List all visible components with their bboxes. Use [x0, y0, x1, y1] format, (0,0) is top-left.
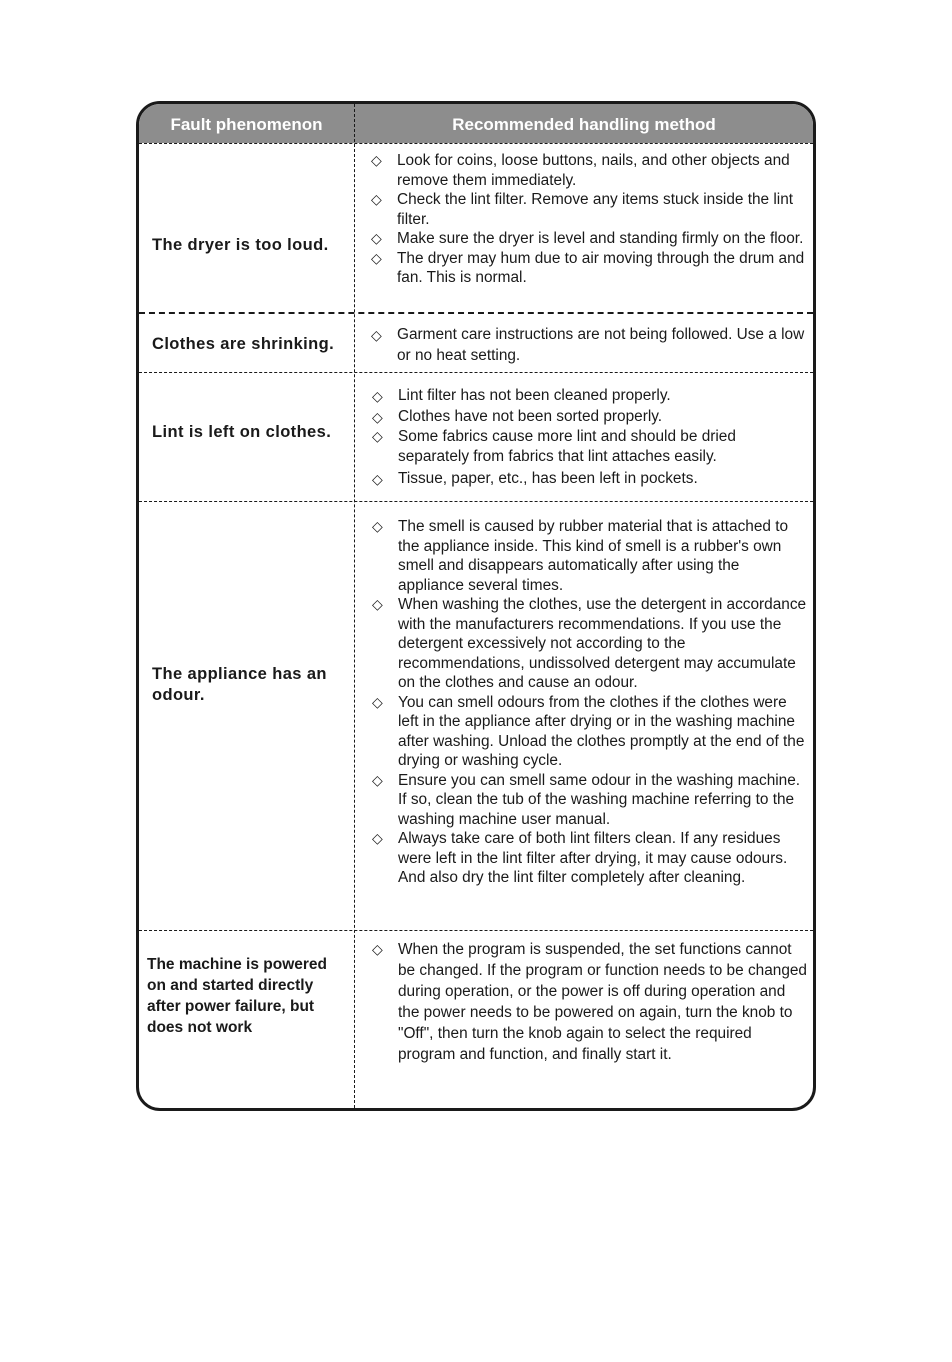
diamond-bullet-icon: ◇ — [372, 596, 383, 612]
row-divider — [139, 501, 813, 502]
method-list-shrinking — [371, 325, 807, 366]
column-divider — [354, 104, 355, 1108]
fault-text-power-failure: The machine is powered on and started directly after power failure, but does not work — [147, 956, 328, 1036]
method-list-lint — [372, 386, 807, 490]
fault-text-shrinking: Clothes are shrinking. — [152, 335, 335, 353]
diamond-bullet-icon: ◇ — [372, 941, 383, 957]
list-item: ◇ Clothes have not been sorted properly. — [372, 407, 807, 428]
list-item: ◇ Check the lint filter. Remove any items stuck inside the lint filter. — [371, 191, 794, 228]
list-item: ◇ The smell is caused by rubber material that is attached to the appliance inside. This kind of smell is a rubber's own smell and disappears automatically after using the appliance several times. — [372, 518, 789, 594]
table-header — [139, 104, 813, 143]
row-divider — [139, 930, 813, 931]
diamond-bullet-icon: ◇ — [371, 191, 382, 207]
diamond-bullet-icon: ◇ — [371, 230, 382, 246]
fault-column-header: Fault phenomenon — [170, 115, 323, 134]
diamond-bullet-icon: ◇ — [371, 249, 382, 266]
list-item: ◇ Lint filter has not been cleaned properly. — [372, 386, 807, 407]
list-item: ◇ You can smell odours from the clothes if the clothes were left in the appliance after drying or in the washing machine after washing. Unload the clothes promptly at the end of the drying or washing cycle. — [372, 693, 805, 769]
list-item: ◇ Garment care instructions are not being followed. Use a low or no heat setting. — [371, 326, 805, 364]
list-item: ◇ Make sure the dryer is level and standing firmly on the floor. — [371, 230, 804, 247]
list-item: ◇ Some fabrics cause more lint and should be dried separately from fabrics that lint attaches easily. — [372, 428, 736, 465]
diamond-bullet-icon: ◇ — [371, 152, 382, 168]
list-item: ◇ Always take care of both lint filters clean. If any residues were left in the lint filter after drying, it may cause odours. And also dry the lint filter completely after cleaning. — [372, 830, 788, 886]
method-list-power-failure — [372, 939, 807, 1065]
diamond-bullet-icon: ◇ — [372, 388, 383, 404]
method-list-loud — [371, 151, 807, 288]
diamond-bullet-icon: ◇ — [372, 408, 383, 425]
list-item: ◇ Look for coins, loose buttons, nails, and other objects and remove them immediately. — [371, 152, 790, 189]
fault-text-loud: The dryer is too loud. — [152, 236, 329, 254]
row-divider — [139, 372, 813, 373]
diamond-bullet-icon: ◇ — [372, 471, 383, 487]
diamond-bullet-icon: ◇ — [372, 518, 383, 534]
diamond-bullet-icon: ◇ — [372, 830, 383, 846]
method-list-odour — [372, 517, 807, 888]
diamond-bullet-icon: ◇ — [371, 327, 382, 343]
list-item: ◇ When washing the clothes, use the detergent in accordance with the manufacturers recommendations. If you use the detergent excessively not according to the recommendations, undissolved detergent may accumulate on the clothes and cause an odour. — [372, 596, 807, 691]
list-item: ◇ When the program is suspended, the set functions cannot be changed. If the program or function needs to be changed during operation, or the power is off during operation and the power needs to be powered on again, turn the knob to "Off", then turn the knob again to select the required program and function, and finally start it. — [372, 941, 807, 1063]
list-item: ◇ Tissue, paper, etc., has been left in pockets. — [372, 469, 807, 490]
row-divider — [139, 143, 813, 144]
fault-text-odour: The appliance has an odour. — [152, 665, 327, 704]
diamond-bullet-icon: ◇ — [372, 428, 383, 444]
diamond-bullet-icon: ◇ — [372, 771, 383, 788]
row-divider — [139, 312, 813, 314]
list-item: ◇ Ensure you can smell same odour in the washing machine. If so, clean the tub of the washing machine referring to the washing machine user manual. — [372, 771, 801, 828]
list-item: ◇ The dryer may hum due to air moving through the drum and fan. This is normal. — [371, 249, 805, 286]
fault-text-lint: Lint is left on clothes. — [152, 423, 332, 441]
troubleshooting-table — [136, 101, 816, 1111]
diamond-bullet-icon: ◇ — [372, 693, 383, 710]
method-column-header: Recommended handling method — [452, 115, 716, 134]
